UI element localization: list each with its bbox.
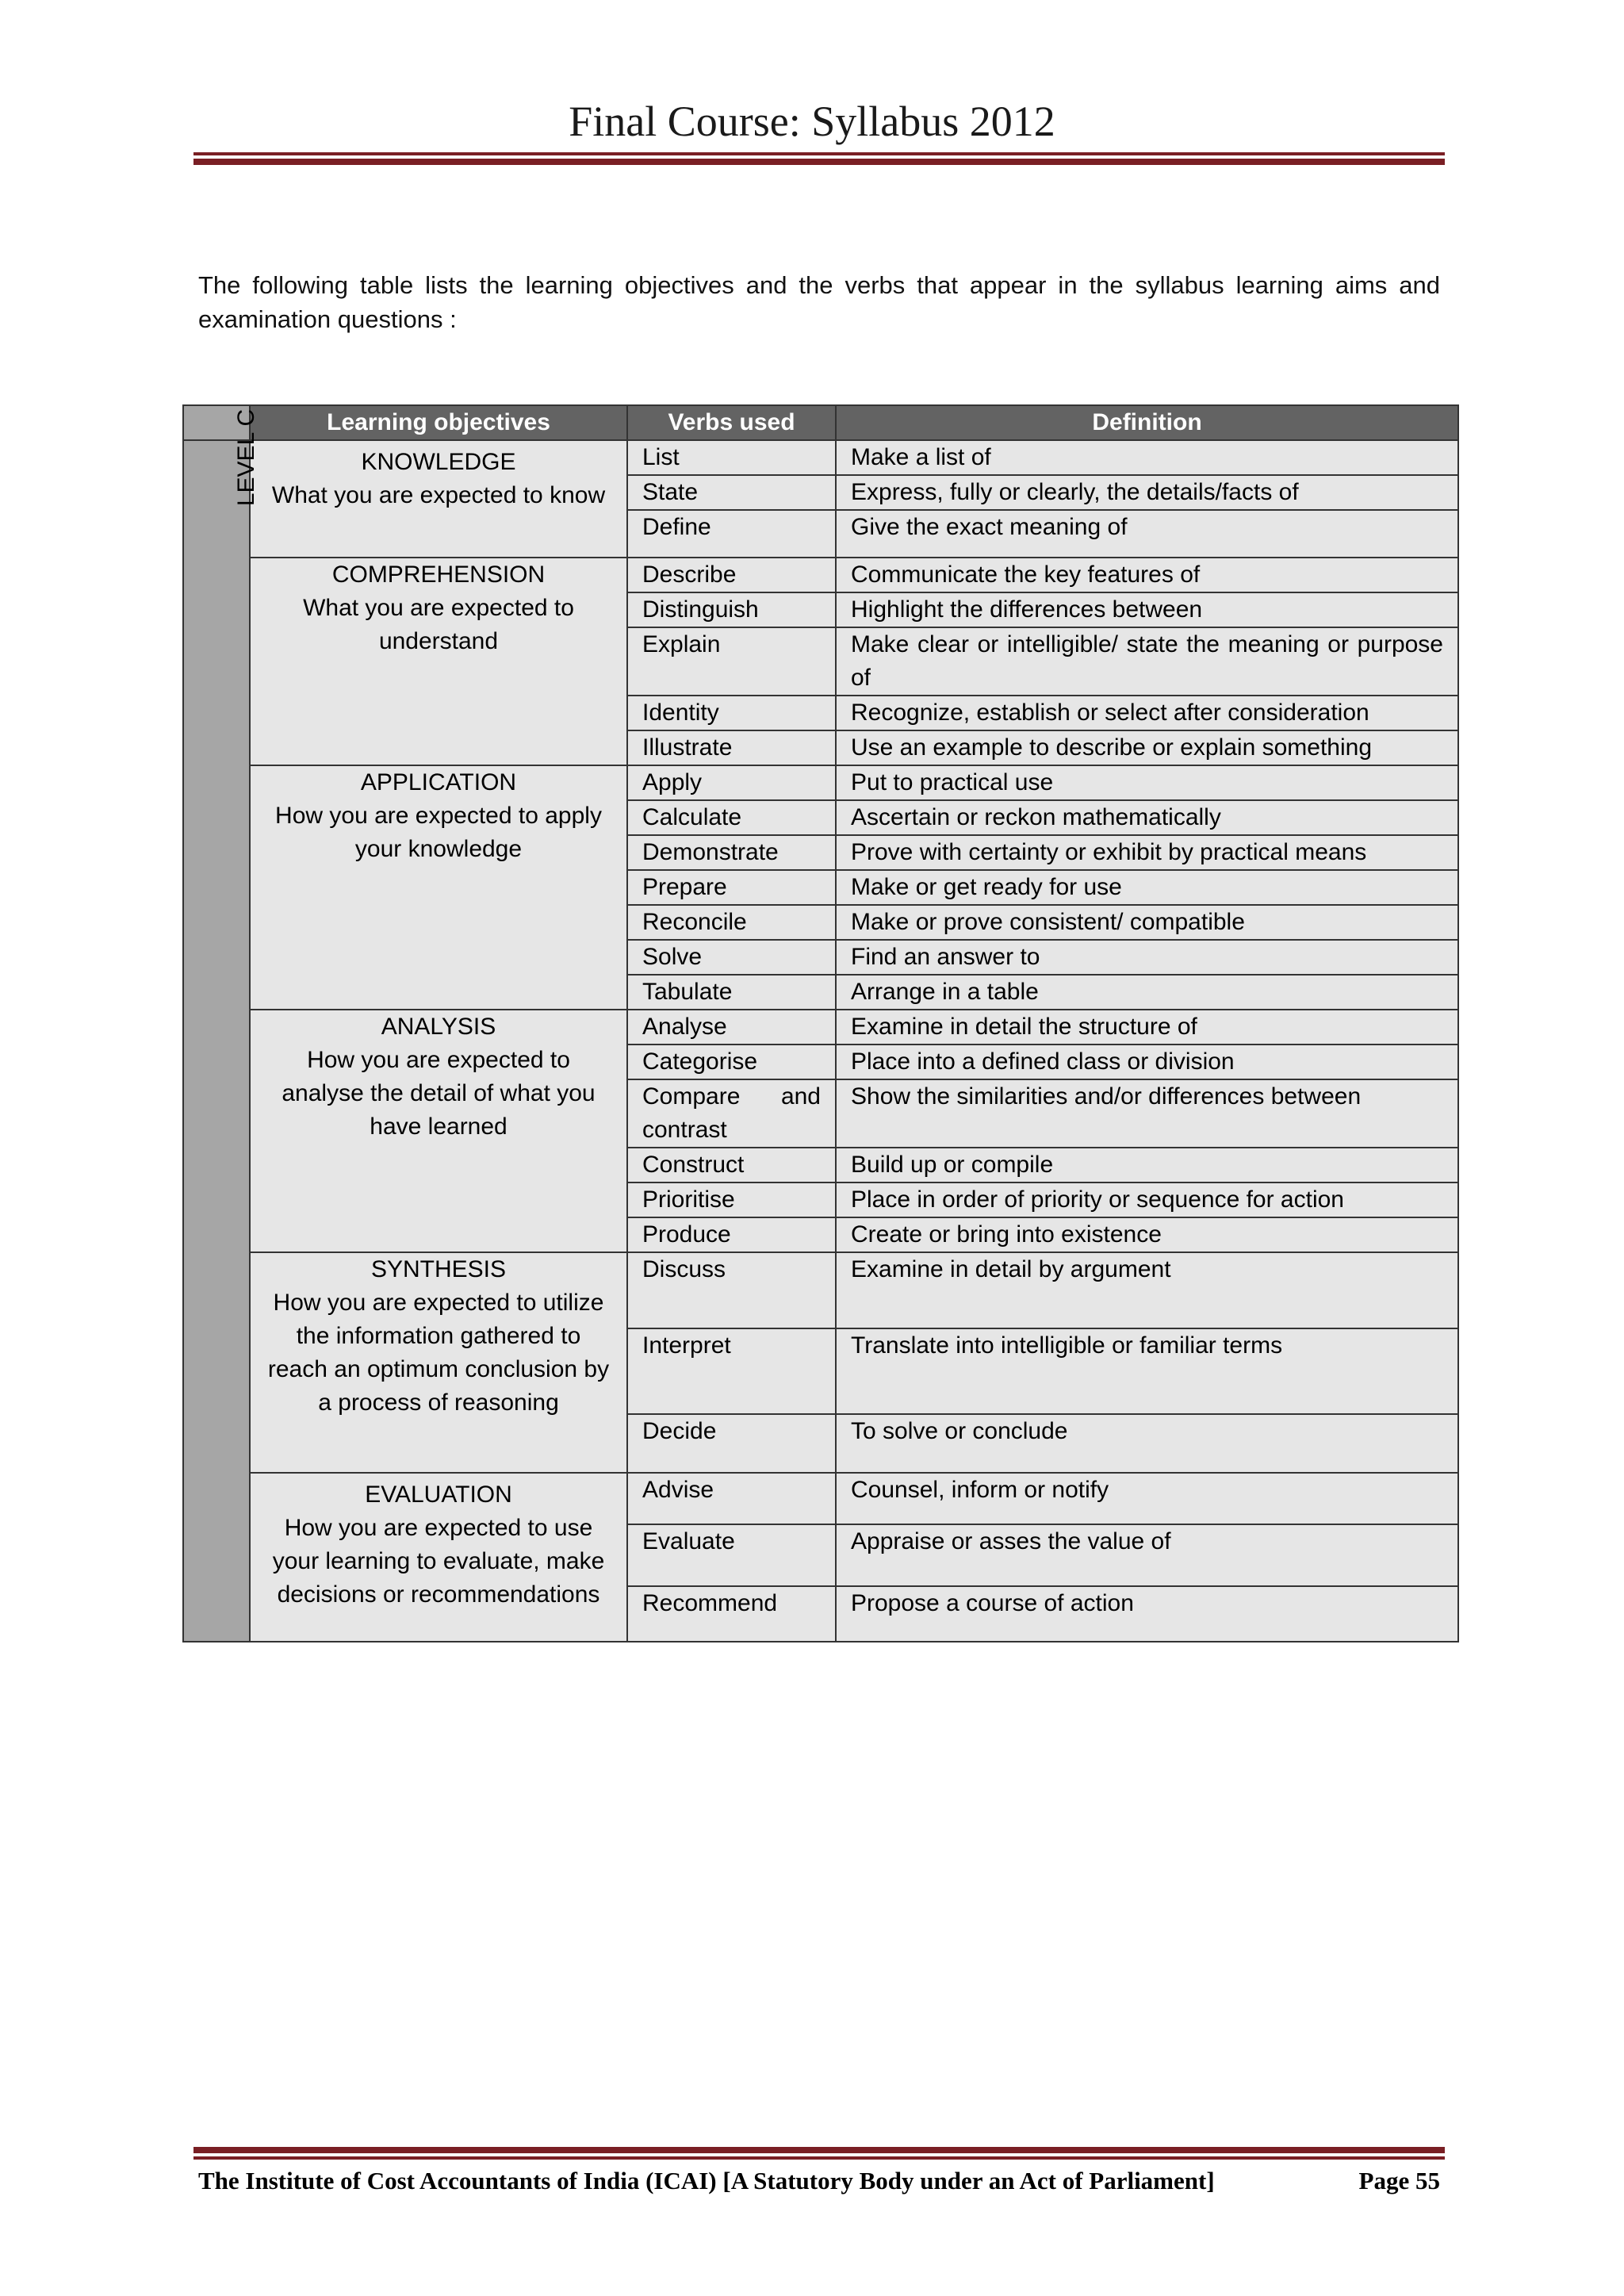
verb-cell: Prepare	[627, 870, 836, 905]
definition-cell: Communicate the key features of	[836, 558, 1458, 592]
verb-cell: Define	[627, 510, 836, 558]
footer-rule-thin	[193, 2156, 1445, 2160]
verb-cell: Advise	[627, 1473, 836, 1524]
definition-cell: Give the exact meaning of	[836, 510, 1458, 558]
definition-cell: Create or bring into existence	[836, 1217, 1458, 1252]
verb-cell: Prioritise	[627, 1182, 836, 1217]
verb-cell: Construct	[627, 1148, 836, 1182]
definition-cell: Make a list of	[836, 440, 1458, 475]
definition-cell: Translate into intelligible or familiar terms	[836, 1328, 1458, 1414]
page-title: Final Course: Syllabus 2012	[569, 98, 1055, 145]
category-synthesis	[250, 1252, 627, 1473]
verb-cell: Distinguish	[627, 592, 836, 627]
verb-cell: Decide	[627, 1414, 836, 1473]
category-name: ANALYSIS	[381, 1014, 496, 1040]
category-name: EVALUATION	[365, 1481, 512, 1508]
verb-cell: List	[627, 440, 836, 475]
definition-cell: Place in order of priority or sequence for action	[836, 1182, 1458, 1217]
verb-cell: Tabulate	[627, 975, 836, 1010]
learning-objectives-table	[182, 404, 1459, 1642]
definition-cell: Examine in detail by argument	[836, 1252, 1458, 1328]
definition-cell: Ascertain or reckon mathematically	[836, 800, 1458, 835]
definition-cell: Make clear or intelligible/ state the meaning or purpose of	[836, 627, 1458, 696]
level-cell	[183, 408, 260, 1642]
table-row	[183, 440, 1458, 475]
verb-cell: Compare and contrast	[627, 1079, 836, 1148]
verb-cell: Calculate	[627, 800, 836, 835]
verb-cell: Discuss	[627, 1252, 836, 1328]
verb-cell: Apply	[627, 765, 836, 800]
category-name: KNOWLEDGE	[361, 449, 516, 475]
header-definition: Definition	[836, 405, 1458, 440]
verb-cell: Recommend	[627, 1586, 836, 1642]
category-name: APPLICATION	[360, 769, 517, 795]
verb-cell: State	[627, 475, 836, 510]
verb-cell: Demonstrate	[627, 835, 836, 870]
footer-rule-thick	[193, 2147, 1445, 2153]
category-description: What you are expected to understand	[303, 595, 574, 654]
category-evaluation	[250, 1473, 627, 1642]
definition-cell: Propose a course of action	[836, 1586, 1458, 1642]
table-header-row	[183, 405, 1458, 440]
verb-cell: Evaluate	[627, 1524, 836, 1586]
definition-cell: Prove with certainty or exhibit by practical means	[836, 835, 1458, 870]
verb-cell: Interpret	[627, 1328, 836, 1414]
table-row	[183, 1010, 1458, 1045]
footer-organization: The Institute of Cost Accountants of India (ICAI) [A Statutory Body under an Act of Parliament]	[198, 2167, 1215, 2194]
category-description: How you are expected to utilize the information gathered to reach an optimum conclusion by a process of reasoning	[267, 1290, 610, 1416]
definition-cell: Make or get ready for use	[836, 870, 1458, 905]
header-rule-thick	[193, 159, 1445, 165]
verb-cell: Reconcile	[627, 905, 836, 940]
category-description: What you are expected to know	[271, 482, 606, 508]
definition-cell: Arrange in a table	[836, 975, 1458, 1010]
category-description: How you are expected to apply your knowledge	[275, 803, 602, 862]
table-row	[183, 558, 1458, 592]
definition-cell: Recognize, establish or select after consideration	[836, 696, 1458, 730]
definition-cell: Express, fully or clearly, the details/facts of	[836, 475, 1458, 510]
category-application	[250, 765, 627, 1010]
definition-cell: Use an example to describe or explain something	[836, 730, 1458, 765]
category-description: How you are expected to analyse the detail of what you have learned	[282, 1047, 596, 1140]
definition-cell: Build up or compile	[836, 1148, 1458, 1182]
level-label: LEVEL C	[233, 408, 260, 507]
verb-cell: Produce	[627, 1217, 836, 1252]
header-learning-objectives: Learning objectives	[250, 405, 627, 440]
definition-cell: Make or prove consistent/ compatible	[836, 905, 1458, 940]
verb-cell: Explain	[627, 627, 836, 696]
category-description: How you are expected to use your learning to evaluate, make decisions or recommendations	[272, 1515, 605, 1608]
page-number: Page 55	[1358, 2167, 1440, 2194]
definition-cell: Examine in detail the structure of	[836, 1010, 1458, 1045]
definition-cell: Show the similarities and/or differences between	[836, 1079, 1458, 1148]
intro-paragraph: The following table lists the learning objectives and the verbs that appear in the syllabus learning aims and examination questions :	[198, 271, 1440, 333]
verb-cell: Identity	[627, 696, 836, 730]
verb-cell: Solve	[627, 940, 836, 975]
header-verbs-used: Verbs used	[627, 405, 836, 440]
category-knowledge	[250, 440, 627, 558]
table-row	[183, 1473, 1458, 1524]
definition-cell: Put to practical use	[836, 765, 1458, 800]
header-rule-thin	[193, 152, 1445, 155]
verb-cell: Describe	[627, 558, 836, 592]
category-name: SYNTHESIS	[370, 1256, 507, 1282]
definition-cell: Find an answer to	[836, 940, 1458, 975]
category-comprehension	[250, 558, 627, 765]
definition-cell: Counsel, inform or notify	[836, 1473, 1458, 1524]
definition-cell: Place into a defined class or division	[836, 1045, 1458, 1079]
table-row	[183, 1252, 1458, 1328]
category-analysis	[250, 1010, 627, 1252]
category-name: COMPREHENSION	[331, 562, 546, 588]
definition-cell: Appraise or asses the value of	[836, 1524, 1458, 1586]
verb-cell: Analyse	[627, 1010, 836, 1045]
definition-cell: To solve or conclude	[836, 1414, 1458, 1473]
verb-cell: Illustrate	[627, 730, 836, 765]
verb-cell: Categorise	[627, 1045, 836, 1079]
definition-cell: Highlight the differences between	[836, 592, 1458, 627]
table-row	[183, 765, 1458, 800]
